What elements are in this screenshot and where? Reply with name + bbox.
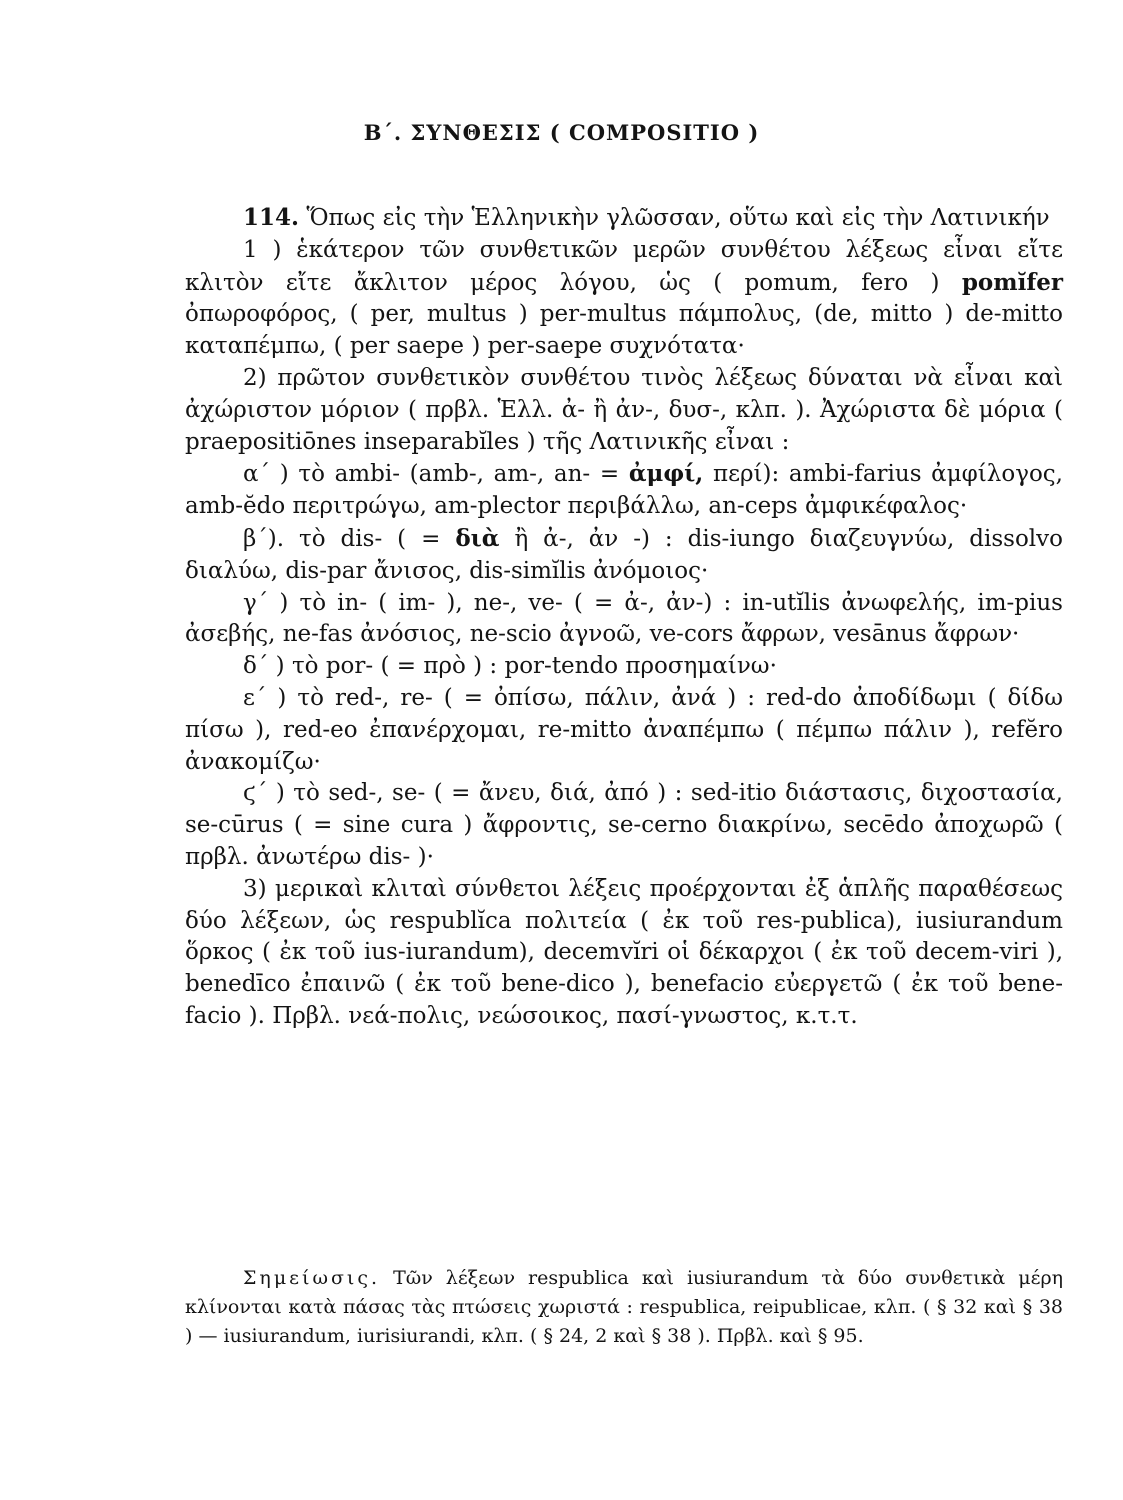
paragraph-2: 2) πρῶτον συνθετικὸν συνθέτου τινὸς λέξεως δύναται νὰ εἶναι καὶ ἀχώριστον μόριον ( πρβλ. Ἑλλ. ἀ- ἢ ἀν-, δυσ-, κλπ. ). Ἀχώριστα δὲ μόρια ( praepositiōnes inseparabĭles ) τῆς Λατινικῆς εἶναι :	[185, 364, 1063, 455]
intro-text: Ὅπως εἰς τὴν Ἑλληνικὴν γλῶσσαν, οὕτω καὶ εἰς τὴν Λατινικήν	[306, 205, 1050, 231]
paragraph-intro	[185, 202, 1063, 235]
p1-bold-term: pomĭfer	[961, 268, 1063, 296]
beta-text-b: ἢ ἀ-, ἀν -) : dis-iungo διαζευγνύω, dissolvo διαλύω, dis-par ἄνισος, dis-simĭlis ἀνόμοιος·	[185, 525, 1063, 584]
paragraph-3: 3) μερικαὶ κλιταὶ σύνθετοι λέξεις προέρχονται ἐξ ἁπλῆς παραθέσεως δύο λέξεων, ὡς respublĭca πολιτεία ( ἐκ τοῦ res-publica), iusiurandum ὅρκος ( ἐκ τοῦ ius-iurandum), decemvĭri οἱ δέκαρχοι ( ἐκ τοῦ decem-viri ), benedīco ἐπαινῶ ( ἐκ τοῦ bene-dico ), benefacio εὐεργετῶ ( ἐκ τοῦ bene-facio ). Πρβλ. νεά-πολις, νεώσοικος, πασί-γνωστος, κ.τ.τ.	[185, 875, 1063, 1029]
heading-greek: Β΄. ΣΥΝΘΕΣΙΣ	[363, 120, 542, 145]
section-heading	[0, 120, 1123, 145]
item-delta: δ΄ ) τὸ por- ( = πρὸ ) : por-tendo προσημαίνω·	[243, 653, 777, 680]
alpha-bold-term: ἀμφί,	[628, 460, 704, 488]
item-gamma: γ΄ ) τὸ in- ( im- ), ne-, ve- ( = ἀ-, ἀν-) : in-utĭlis ἀνωφελής, im-pius ἀσεβής, ne-fas ἀνόσιος, ne-scio ἀγνοῶ, ve-cors ἄφρων, vesānus ἄφρων·	[185, 589, 1063, 648]
item-stigma: ϛ΄ ) τὸ sed-, se- ( = ἄνευ, διά, ἀπό ) : sed-itio διάστασις, διχοστασία, se-cūrus ( = sine cura ) ἄφροντις, se-cerno διακρίνω, secēdo ἀποχωρῶ ( πρβλ. ἀνωτέρω dis- )·	[185, 780, 1063, 870]
paragraph-1	[185, 235, 1063, 363]
section-number: 114.	[243, 204, 300, 231]
heading-latin: ( COMPOSITIO )	[549, 120, 760, 145]
footnote	[185, 1264, 1063, 1351]
p1-text-b: ὀπωροφόρος, ( per, multus ) per-multus πάμπολυς, (de, mitto ) de-mitto καταπέμπω, ( per saepe ) per-saepe συχνότατα·	[185, 301, 1063, 360]
alpha-text-a: α΄ ) τὸ ambi- (amb-, am-, an- =	[243, 461, 629, 488]
note-label: Σημείωσις.	[243, 1267, 381, 1289]
item-beta	[185, 523, 1063, 588]
alpha-text-b: περί): ambi-farius ἀμφίλογος, amb-ĕdo περιτρώγω, am-plector περιβάλλω, an-ceps ἀμφικέφαλος·	[185, 461, 1063, 520]
note-text: Τῶν λέξεων respublica καὶ iusiurandum τὰ δύο συνθετικὰ μέρη κλίνονται κατὰ πάσας τὰς πτώσεις χωριστά : respublica, reipublicae, κλπ. ( § 32 καὶ § 38 ) — iusiurandum, iurisiurandi, κλπ. ( § 24, 2 καὶ § 38 ). Πρβλ. καὶ § 95.	[185, 1267, 1063, 1347]
note-paragraph	[185, 1264, 1063, 1351]
main-text	[185, 202, 1063, 1033]
beta-text-a: β΄). τὸ dis- ( =	[243, 525, 456, 552]
item-epsilon: ε΄ ) τὸ red-, re- ( = ὀπίσω, πάλιν, ἀνά ) : red-do ἀποδίδωμι ( δίδω πίσω ), red-eo ἐπανέρχομαι, re-mitto ἀναπέμπω ( πέμπω πάλιν ), refĕro ἀνακομίζω·	[185, 684, 1063, 775]
p1-text-a: 1 ) ἑκάτερον τῶν συνθετικῶν μερῶν συνθέτου λέξεως εἶναι εἴτε κλιτὸν εἴτε ἄκλιτον μέρος λόγου, ὡς ( pomum, fero )	[185, 236, 1063, 296]
item-alpha	[185, 458, 1063, 523]
beta-bold-term: διὰ	[455, 524, 500, 552]
